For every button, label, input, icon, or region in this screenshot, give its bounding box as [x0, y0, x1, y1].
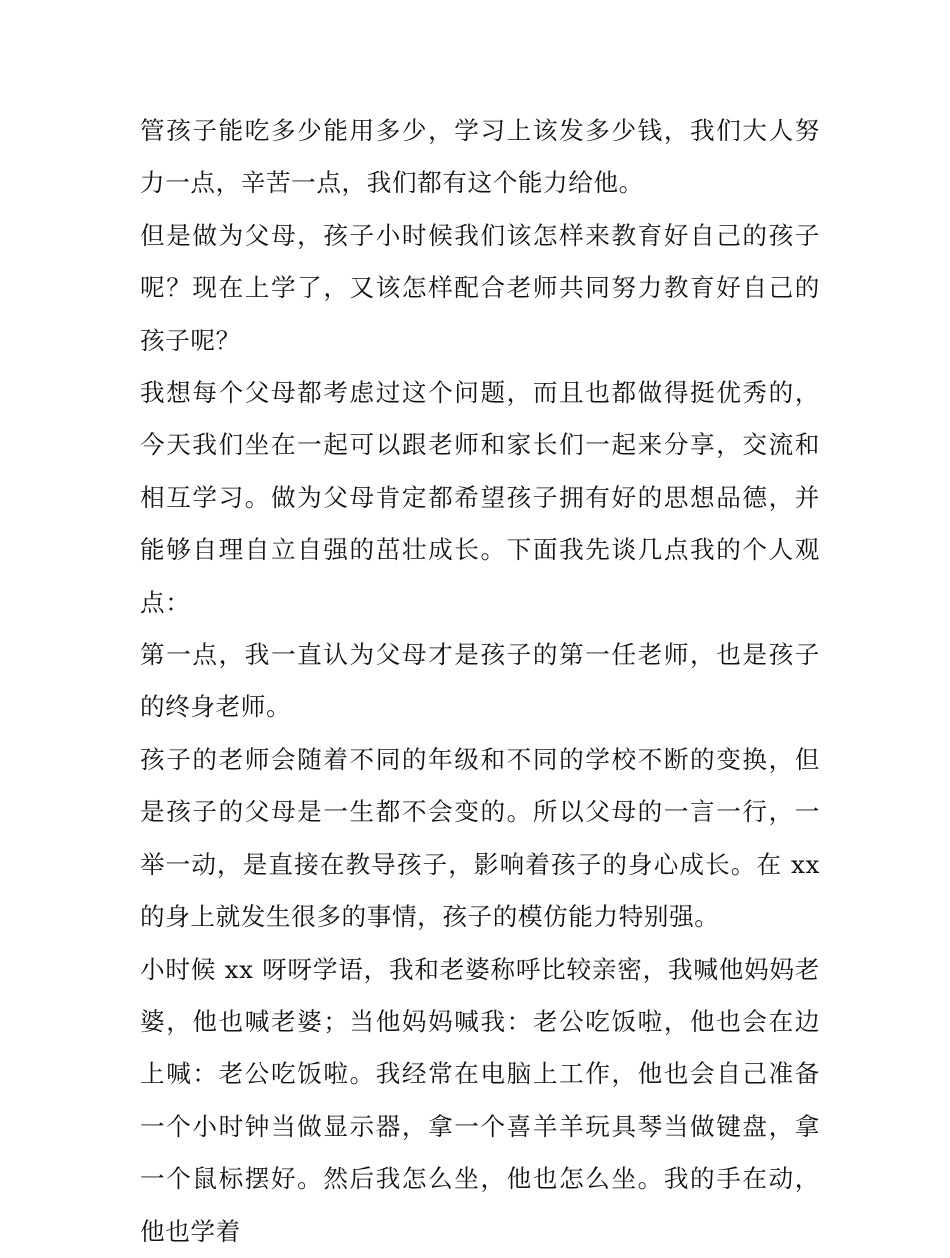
paragraph-6: 小时候 xx 呀呀学语，我和老婆称呼比较亲密，我喊他妈妈老婆，他也喊老婆；当他妈妈喊我：老公吃饭啦，他也会在边上喊：老公吃饭啦。我经常在电脑上工作，他也会自己准备一个小时钟当做显示器，拿一个喜羊羊玩具琴当做键盘，拿一个鼠标摆好。然后我怎么坐，他也怎么坐。我的手在动，他也学着 — [140, 954, 820, 1246]
paragraph-3: 我想每个父母都考虑过这个问题，而且也都做得挺优秀的，今天我们坐在一起可以跟老师和家长们一起来分享，交流和相互学习。做为父母肯定都希望孩子拥有好的思想品德，并能够自理自立自强的茁壮成长。下面我先谈几点我的个人观点： — [140, 378, 820, 617]
paragraph-4: 第一点，我一直认为父母才是孩子的第一任老师，也是孩子的终身老师。 — [140, 640, 820, 722]
paragraph-2: 但是做为父母，孩子小时候我们该怎样来教育好自己的孩子呢？现在上学了，又该怎样配合老师共同努力教育好自己的孩子呢？ — [140, 220, 820, 355]
paragraph-5: 孩子的老师会随着不同的年级和不同的学校不断的变换，但是孩子的父母是一生都不会变的。所以父母的一言一行，一举一动，是直接在教导孩子，影响着孩子的身心成长。在 xx 的身上就发生很多的事情，孩子的模仿能力特别强。 — [140, 744, 820, 932]
document-body — [140, 105, 820, 1258]
paragraph-1: 管孩子能吃多少能用多少，学习上该发多少钱，我们大人努力一点，辛苦一点，我们都有这个能力给他。 — [140, 116, 820, 198]
